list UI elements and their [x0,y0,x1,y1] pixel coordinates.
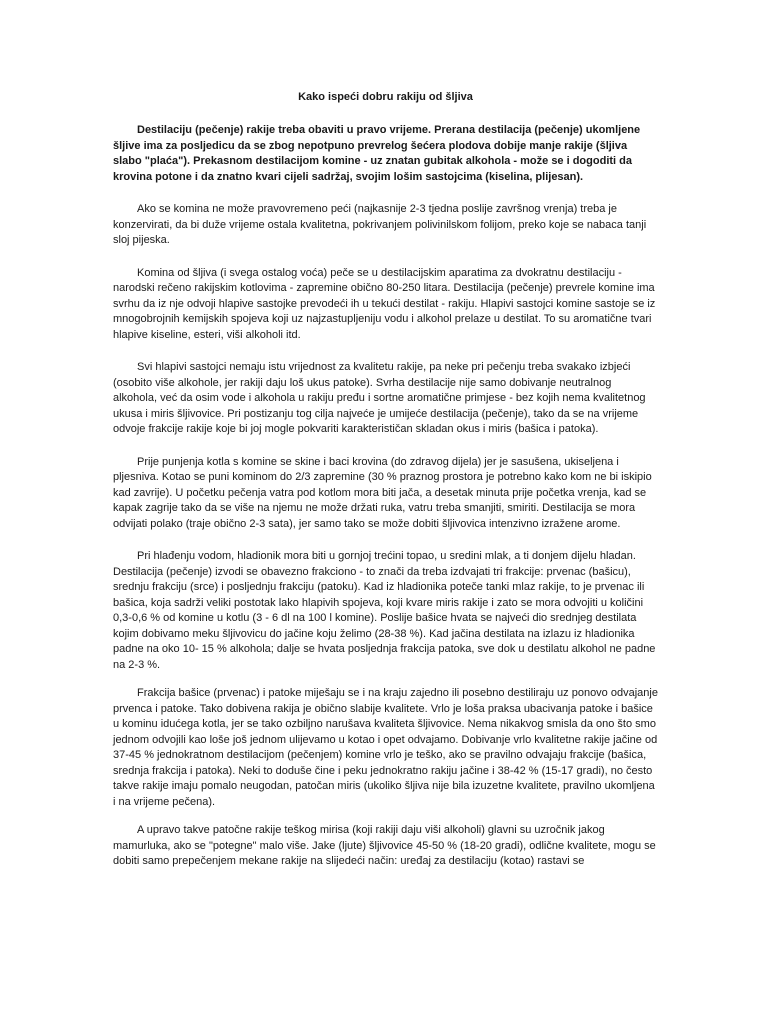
paragraph-7: Frakcija bašice (prvenac) i patoke miješaju se i na kraju zajedno ili posebno destiliraju uz ponovo odvajanje prvenca i patoke. Tako dobivena rakija je obično slabije kvalitete. Vrlo je loša praksa ubacivanja patoke i bašice u kominu idućega kotla, jer se tako ozbiljno narušava kvaliteta šljivovice. Nema nikakvog smisla da ono što smo jednom odvojili kao loše još jednom ulijevamo u kotao i opet odvajamo. Dobivanje vrlo kvalitetne rakije jačine od 37-45 % jednokratnom destilacijom (pečenjem) komine vrlo je teško, ako se pravilno odvajaju frakcije (bašica, srednja frakcija i patoka). Neki to doduše čine i peku jednokratno rakiju jačine i 38-42 % (15-17 gradi), no često takve rakije imaju pomalo neugodan, patočan miris (ukoliko šljiva nije bila izuzetne kvalitete, pravilno ukomljena i na vrijeme pečena). [113,687,658,808]
paragraph-6: Pri hlađenju vodom, hladionik mora biti u gornjoj trećini topao, u sredini mlak, a ti donjem dijelu hladan. Destilacija (pečenje) izvodi se obavezno frakciono - to znači da treba izdvajati tri frakcije: prvenac (bašicu), srednju frakciju (srce) i posljednju frakciju (patoku). Kad iz hladionika poteče tanki mlaz rakije, to je prvenac ili bašica, koja sadrži veliki postotak lako hlapivih spojeva, koji kvare miris rakije i zato se mora odvojiti u količini 0,3-0,6 % od komine u kotlu (3 - 6 dl na 100 l komine). Poslije bašice hvata se najveći dio srednjeg destilata kojim dobivamo meku šljivovicu do jačine koju želimo (28-38 %). Kad jačina destilata na izlazu iz hladionika padne na oko 10- 15 % alkohola; dalje se hvata posljednja frakcija patoka, sve dok u destilatu alkohol ne padne na 2-3 %. [113,550,656,671]
paragraph-2: Ako se komina ne može pravovremeno peći (najkasnije 2-3 tjedna poslije završnog vrenja) treba je konzervirati, da bi duže vrijeme ostala kvalitetna, pokrivanjem polivinilskom folijom, preko koje se nabaca tanji sloj pijeska. [113,203,647,246]
paragraph-5: Prije punjenja kotla s komine se skine i baci krovina (do zdravog dijela) jer je sasušena, ukiseljena i pljesniva. Kotao se puni kominom do 2/3 zapremine (30 % praznog prostora je potrebno kako kom ne bi iskipio kad zavrije). U početku pečenja vatra pod kotlom mora biti jača, a desetak minuta prije početka vrenja, kad se kapak zagrije tako da se više na njemu ne može držati ruka, vatru treba smanjiti, smiriti. Destilacija se mora odvijati polako (traje obično 2-3 sata), jer samo tako se može dobiti šljivovica intenzivno izražene arome. [113,455,652,530]
document-page [113,90,658,887]
paragraph-3: Komina od šljiva (i svega ostalog voća) peče se u destilacijskim aparatima za dvokratnu destilaciju - narodski rečeno rakijskim kotlovima - zapremine obično 80-250 litara. Destilacija (pečenje) prevrele komine ima svrhu da iz nje odvoji hlapive sastojke prevodeći ih u tekući destilat - rakiju. Hlapivi sastojci komine sastoje se iz mnogobrojnih kemijskih spojeva koji uz najzastupljeniju vodu i alkohol prelaze u destilat. To su aromatične tvari hlapive kiseline, esteri, viši alkoholi itd. [113,266,656,341]
paragraph-8: A upravo takve patočne rakije teškog mirisa (koji rakiji daju viši alkoholi) glavni su uzročnik jakog mamurluka, ako se "potegne" malo više. Jake (ljute) šljivovice 45-50 % (18-20 gradi), odlične kvalitete, mogu se dobiti samo prepečenjem mekane rakije na slijedeći način: uređaj za destilaciju (kotao) rastavi se [113,824,656,867]
paragraph-1: Destilaciju (pečenje) rakije treba obaviti u pravo vrijeme. Prerana destilacija (pečenje) ukomljene šljive ima za posljedicu da se zbog nepotpuno prevrelog šećera plodova dobije manje rakije (šljiva slabo "plaća"). Prekasnom destilacijom komine - uz znatan gubitak alkohola - može se i dogoditi da krovina potone i da znatno kvari cijeli sadržaj, svojim lošim sastojcima (kiselina, plijesan). [113,124,641,183]
paragraph-4: Svi hlapivi sastojci nemaju istu vrijednost za kvalitetu rakije, pa neke pri pečenju treba svakako izbjeći (osobito više alkohole, jer rakiji daju loš ukus patoke). Svrha destilacije nije samo dobivanje neutralnog alkohola, već da osim vode i alkohola u rakiju pređu i sortne aromatične primjese - bez kojih nema kvalitetnog ukusa i miris šljivovice. Pri postizanju tog cilja najveće je umijeće destilacija (pečenje), tako da se na vrijeme odvoje frakcije rakije koje bi joj mogle pokvariti karakterističan skladan okus i miris (bašica i patoka). [113,361,646,435]
document-title: Kako ispeći dobru rakiju od šljiva [298,91,473,103]
